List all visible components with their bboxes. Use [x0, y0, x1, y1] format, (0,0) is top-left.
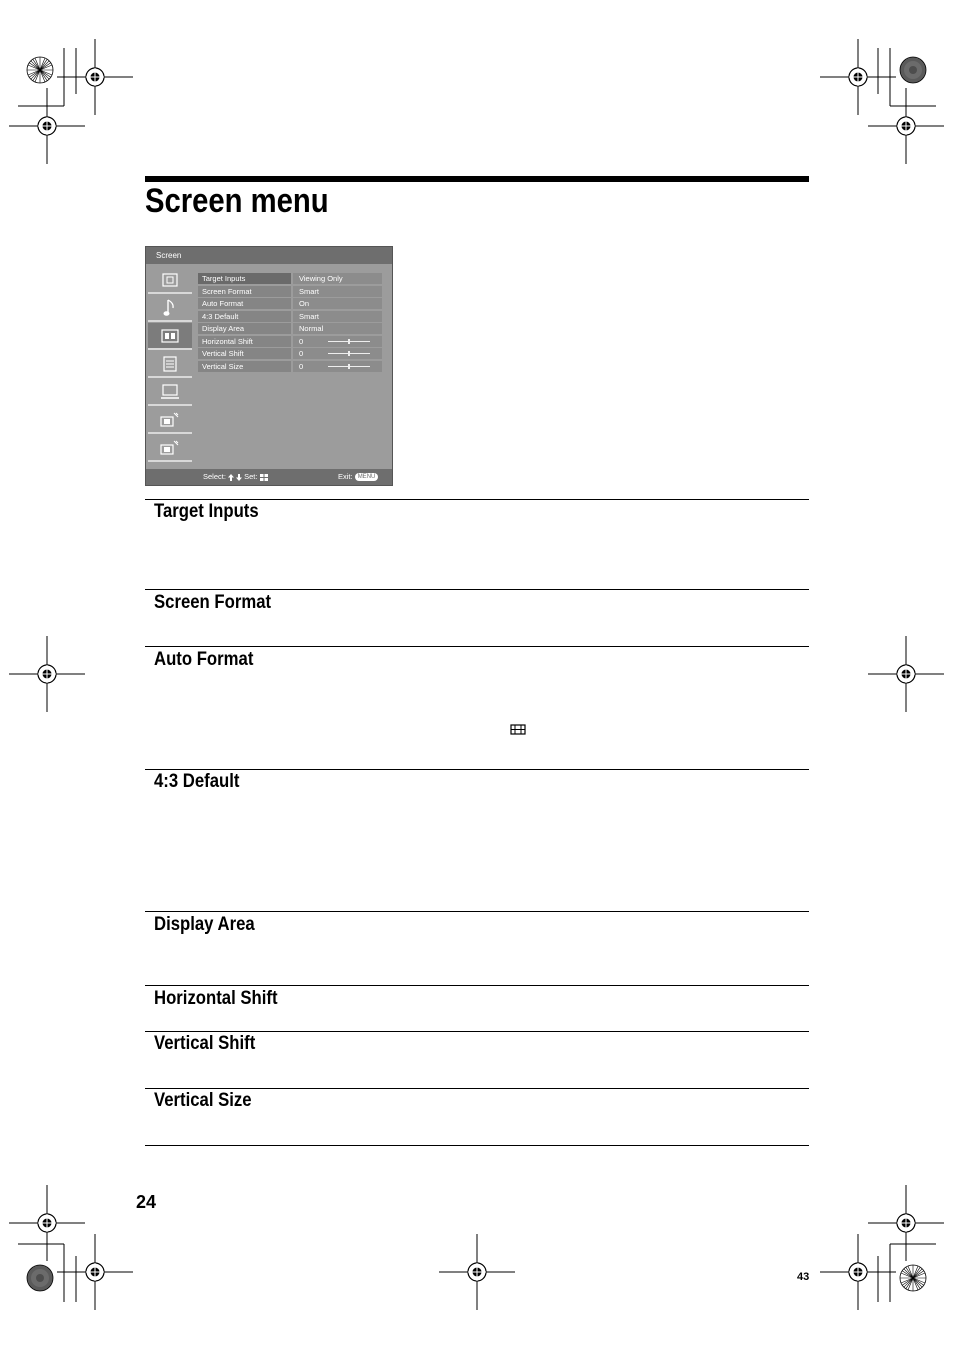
osd-row-43-default[interactable] [198, 311, 382, 322]
setup-icon[interactable] [148, 351, 192, 378]
input-select-2-icon[interactable] [148, 435, 192, 462]
osd-row-auto-format[interactable] [198, 298, 382, 309]
section-heading-vertical-size: Vertical Size [154, 1090, 252, 1111]
section-rule [145, 499, 809, 500]
osd-row-label: Target Inputs [198, 273, 291, 284]
pc-icon[interactable] [148, 379, 192, 406]
section-rule [145, 911, 809, 912]
osd-footer-exit: Exit: MENU [338, 469, 378, 485]
section-rule [145, 646, 809, 647]
sheet-number: 43 [797, 1271, 810, 1283]
osd-row-value: Smart [293, 311, 382, 322]
slider-thumb[interactable] [348, 364, 350, 369]
sound-icon[interactable] [148, 295, 192, 322]
vertical-shift-slider[interactable] [328, 353, 370, 354]
osd-row-label: Display Area [198, 323, 291, 334]
screen-icon[interactable] [148, 323, 192, 350]
menu-button-pill: MENU [355, 473, 379, 481]
osd-row-value: On [293, 298, 382, 309]
section-heading-vertical-shift: Vertical Shift [154, 1033, 256, 1054]
vertical-size-slider[interactable] [328, 366, 370, 367]
section-heading-horizontal-shift: Horizontal Shift [154, 988, 278, 1009]
wide-mode-icon [510, 724, 526, 735]
osd-row-value: 0 [293, 336, 382, 347]
enter-button-icon [260, 474, 268, 481]
osd-row-vertical-size[interactable] [198, 361, 382, 372]
page-number: 24 [136, 1192, 157, 1212]
osd-menu-screenshot [145, 246, 393, 486]
input-select-icon[interactable] [148, 407, 192, 434]
osd-row-value: Viewing Only [293, 273, 382, 284]
section-heading-screen-format: Screen Format [154, 592, 272, 613]
osd-row-horizontal-shift[interactable] [198, 336, 382, 347]
osd-row-label: Vertical Size [198, 361, 291, 372]
section-rule [145, 769, 809, 770]
section-heading-target-inputs: Target Inputs [154, 501, 259, 522]
section-rule [145, 1145, 809, 1146]
slider-thumb[interactable] [348, 351, 350, 356]
osd-row-display-area[interactable] [198, 323, 382, 334]
section-rule [145, 1031, 809, 1032]
osd-header: Screen [146, 247, 392, 264]
osd-row-label: Horizontal Shift [198, 336, 291, 347]
osd-row-value: Smart [293, 286, 382, 297]
osd-row-label: Vertical Shift [198, 348, 291, 359]
osd-row-value: Normal [293, 323, 382, 334]
page-title: Screen menu [145, 182, 329, 220]
osd-footer [146, 469, 392, 485]
osd-row-label: Screen Format [198, 286, 291, 297]
horizontal-shift-slider[interactable] [328, 341, 370, 342]
section-heading-auto-format: Auto Format [154, 649, 254, 670]
osd-row-value: 0 [293, 348, 382, 359]
osd-row-value: 0 [293, 361, 382, 372]
osd-row-label: 4:3 Default [198, 311, 291, 322]
slider-thumb[interactable] [348, 339, 350, 344]
osd-row-vertical-shift[interactable] [198, 348, 382, 359]
section-heading-43-default: 4:3 Default [154, 771, 240, 792]
osd-row-label: Auto Format [198, 298, 291, 309]
section-rule [145, 985, 809, 986]
picture-icon[interactable] [148, 267, 192, 294]
osd-row-target-inputs[interactable] [198, 273, 382, 284]
osd-row-screen-format[interactable] [198, 286, 382, 297]
section-heading-display-area: Display Area [154, 914, 255, 935]
osd-sidebar [148, 267, 192, 465]
arrow-up-down-icon [228, 474, 242, 481]
section-rule [145, 1088, 809, 1089]
osd-footer-select: Select: Set: [203, 469, 268, 485]
section-rule [145, 589, 809, 590]
